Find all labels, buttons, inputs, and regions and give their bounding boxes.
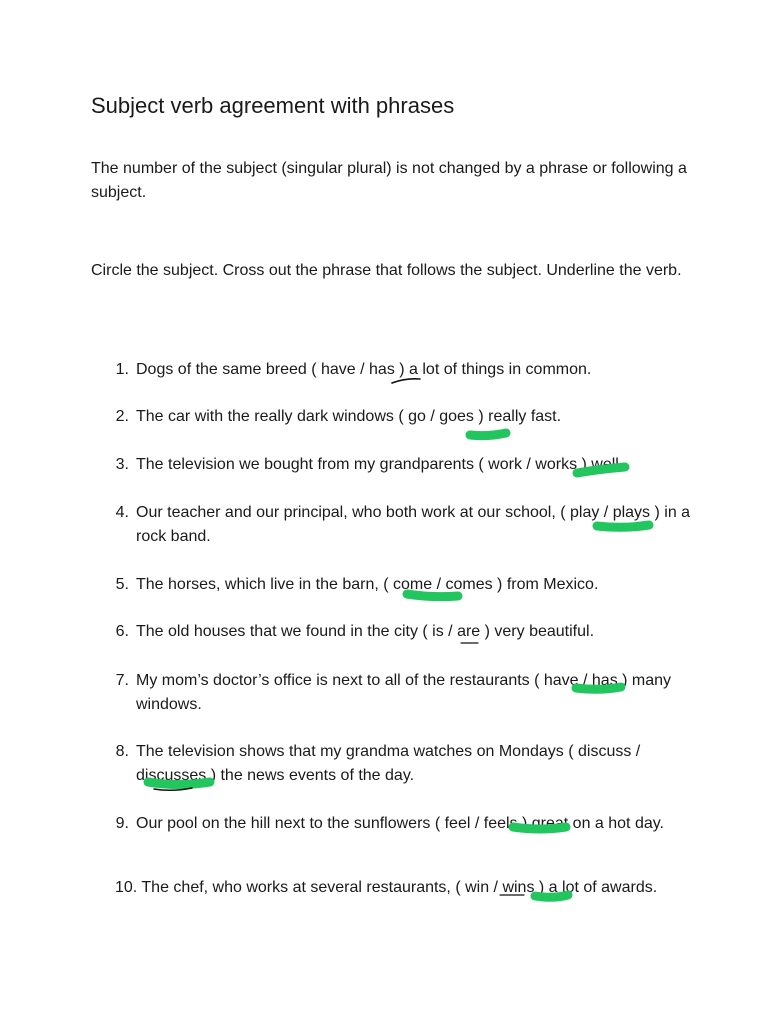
list-item: [91, 405, 691, 429]
list-item: [91, 501, 691, 549]
item-text: Our pool on the hill next to the sunflowers ( feel / feels ) great on a hot day.: [136, 815, 664, 832]
highlighter-mark: [470, 433, 506, 436]
list-item: [91, 358, 691, 382]
item-number: 2.: [115, 408, 129, 425]
list-item: [91, 453, 691, 477]
item-text-body: The chef, who works at several restaurants, ( win / wins ) a lot of awards.: [141, 879, 658, 896]
item-number: 6.: [115, 623, 129, 640]
pen-underline-mark: [154, 788, 192, 790]
list-item: [91, 620, 691, 644]
list-item: [91, 669, 691, 717]
intro-paragraph: The number of the subject (singular plural) is not changed by a phrase or following a subject.: [91, 160, 687, 201]
item-number: 9.: [115, 815, 129, 832]
item-text: [91, 876, 691, 900]
item-number: 1.: [115, 361, 129, 378]
item-text: Dogs of the same breed ( have / has ) a lot of things in common.: [136, 361, 592, 378]
item-number: 7.: [115, 672, 129, 689]
item-text: Our teacher and our principal, who both work at our school, ( play / plays ) in a rock band.: [136, 504, 691, 545]
item-number: 5.: [115, 576, 129, 593]
list-item: [91, 740, 691, 788]
item-number: 4.: [115, 504, 129, 521]
item-text: My mom’s doctor’s office is next to all of the restaurants ( have / has ) many windows.: [136, 672, 672, 713]
item-text: The television shows that my grandma watches on Mondays ( discuss / discusses ) the news events of the day.: [136, 743, 641, 784]
item-text: The car with the really dark windows ( go / goes ) really fast.: [136, 408, 562, 425]
item-number: 8.: [115, 743, 129, 760]
page-title: Subject verb agreement with phrases: [91, 93, 455, 118]
item-text: The horses, which live in the barn, ( come / comes ) from Mexico.: [136, 576, 599, 593]
list-item: [91, 876, 691, 900]
item-number: 10.: [115, 879, 138, 896]
item-number: 3.: [115, 456, 129, 473]
instructions-paragraph: Circle the subject. Cross out the phrase that follows the subject. Underline the verb.: [91, 262, 682, 279]
list-item: [91, 812, 691, 836]
list-item: [91, 573, 691, 597]
item-text: The old houses that we found in the city ( is / are ) very beautiful.: [136, 623, 595, 640]
item-text: The television we bought from my grandparents ( work / works ) well.: [136, 456, 624, 473]
